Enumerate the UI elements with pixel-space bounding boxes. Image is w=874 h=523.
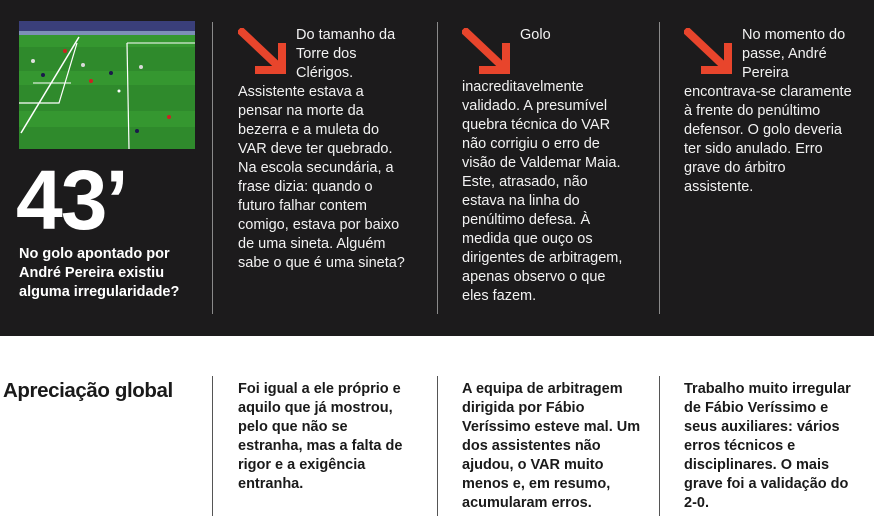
comment-column-3 (684, 26, 852, 197)
global-appreciation-title: Apreciação global (3, 379, 173, 402)
comment-text: Golo inacreditavelmente validado. A presumível quebra técnica do VAR não corrigiu o erro de visão de Valdemar Maia. Este, atrasado, não estava na linha do penúltimo defesa. À medida que ouço os dirigentes de arbitragem, apenas observo o que eles fazem. (462, 27, 623, 304)
column-divider (212, 22, 213, 314)
column-divider (437, 376, 438, 516)
match-minute: 43’ (16, 153, 127, 247)
global-assessment-1: Foi igual a ele próprio e aquilo que já mostrou, pelo que não se estranha, mas a falta de rigor e a exigência entranha. (238, 381, 403, 492)
column-divider (212, 376, 213, 516)
global-assessment-2: A equipa de arbitragem dirigida por Fábio Veríssimo esteve mal. Um dos assistentes não ajudou, o VAR muito menos e, em resumo, acumularam erros. (462, 381, 641, 511)
question-text: No golo apontado por André Pereira existiu alguma irregularidade? (19, 246, 180, 300)
column-divider (659, 22, 660, 314)
match-screenshot-image (19, 21, 195, 149)
arrow-down-right-icon (684, 28, 734, 76)
comment-text: Do tamanho da Torre dos Clérigos. Assistente estava a pensar na morte da bezerra e a muleta do VAR deve ter quebrado. Na escola secundária, a frase dizia: quando o futuro falhar contem comigo, estava por baixo de uma sineta. Alguém sabe o que é uma sineta? (238, 27, 405, 271)
arrow-down-right-icon (462, 28, 512, 76)
global-assessment-3: Trabalho muito irregular de Fábio Veríssimo e seus auxiliares: vários erros técnicos e disciplinares. O mais grave foi a validação do 2-0. (684, 381, 851, 511)
comment-text: No momento do passe, André Pereira encontrava-se claramente à frente do penúltimo defensor. O golo deveria ter sido anulado. Erro grave do árbitro assistente. (684, 27, 852, 195)
arrow-down-right-icon (238, 28, 288, 76)
comment-column-1 (238, 26, 410, 273)
comment-column-2 (462, 26, 632, 306)
column-divider (437, 22, 438, 314)
column-divider (659, 376, 660, 516)
